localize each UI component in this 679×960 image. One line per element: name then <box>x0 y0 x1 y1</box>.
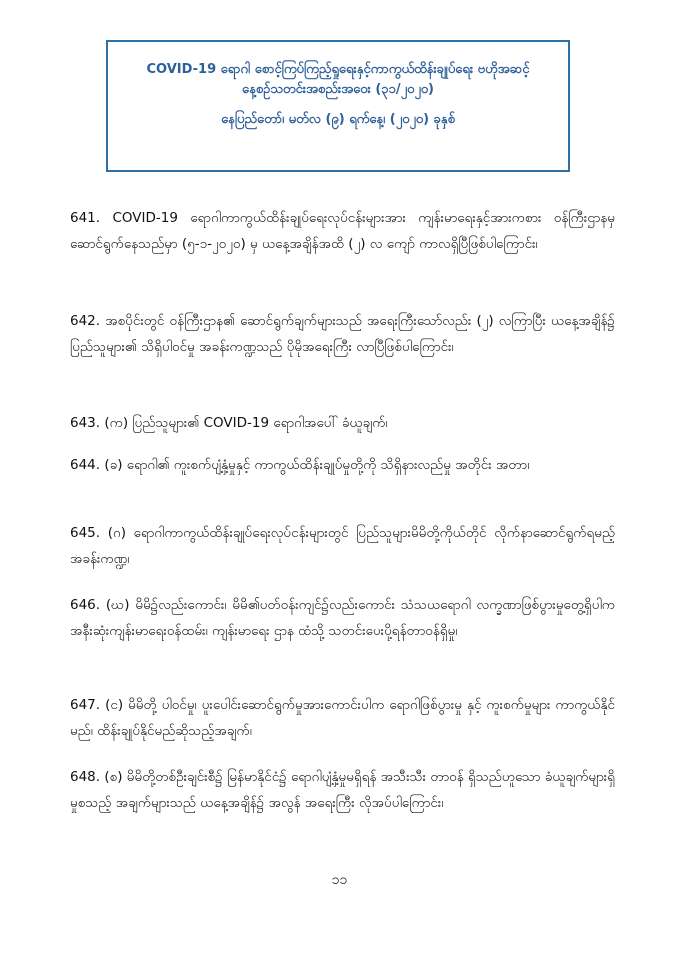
paragraph-text: (ဃ) မိမိ၌လည်းကောင်း၊ မိမိ၏ပတ်ဝန်းကျင်၌လည်းကောင်း သံသယရောဂါ လက္ခဏာဖြစ်ပွားမှုတွေ့ရှိပါက အနီးဆုံးကျန်းမာရေးဝန်ထမ်း၊ ကျန်းမာရေး ဌာန ထံသို့ သတင်းပေးပို့ရန်တာဝန်ရှိမှု၊ <box>70 597 615 639</box>
paragraph-text: (ဂ) ရောဂါကာကွယ်ထိန်းချုပ်ရေးလုပ်ငန်းများတွင် ပြည်သူများမိမိတို့ကိုယ်တိုင် လိုက်နာဆောင်ရွက်ရမည့် အခန်းကဏ္ဍ၊ <box>70 525 615 567</box>
paragraph-number: 645. <box>70 525 101 541</box>
paragraph-643 <box>70 410 615 436</box>
paragraph-number: 643. <box>70 415 101 431</box>
paragraph-644 <box>70 452 615 478</box>
paragraph-text: (င) မိမိတို့ ပါဝင်မှု၊ ပူးပေါင်းဆောင်ရွက်မှုအားကောင်းပါက ရောဂါဖြစ်ပွားမှု နှင့် ကူးစက်မှုများ ကာကွယ်နိုင်မည်၊ ထိန်းချုပ်နိုင်မည်ဆိုသည့်အချက်၊ <box>70 697 616 739</box>
paragraph-number: 647. <box>70 697 101 713</box>
page-number: ၁၁ <box>331 872 348 888</box>
paragraph-645 <box>70 520 615 572</box>
paragraph-647 <box>70 692 615 744</box>
paragraph-text: အစပိုင်းတွင် ဝန်ကြီးဌာန၏ ဆောင်ရွက်ချက်များသည် အရေးကြီးသော်လည်း (၂) လကြာပြီး ယနေ့အချိန်၌ ပြည်သူများ၏ သိရှိပါဝင်မှု အခန်းကဏ္ဍသည် ပိုမိုအရေးကြီး လာပြီဖြစ်ပါကြောင်း၊ <box>70 313 615 355</box>
paragraph-text: COVID-19 ရောဂါကာကွယ်ထိန်းချုပ်ရေးလုပ်ငန်းများအား ကျန်းမာရေးနှင့်အားကစား ဝန်ကြီးဌာနမှ ဆောင်ရွက်နေသည်မှာ (၅-၁-၂၀၂၀) မှ ယနေ့အချိန်အထိ (၂) လ ကျော် ကာလရှိပြီဖြစ်ပါကြောင်း၊ <box>70 210 615 252</box>
header-title-line1: COVID-19 ရောဂါ စောင့်ကြပ်ကြည့်ရှုရေးနှင့်ကာကွယ်ထိန်းချုပ်ရေး ဗဟိုအဆင့် <box>146 62 530 77</box>
paragraph-number: 644. <box>70 457 101 473</box>
paragraph-646 <box>70 592 615 644</box>
paragraph-number: 648. <box>70 769 101 785</box>
paragraph-641 <box>70 205 615 257</box>
paragraph-number: 642. <box>70 313 101 329</box>
paragraph-number: 641. <box>70 210 101 226</box>
paragraph-text: (ခ) ရောဂါ၏ ကူးစက်ပျံ့နှံ့မှုနှင့် ကာကွယ်ထိန်းချုပ်မှုတို့ကို သိရှိနားလည်မှု အတိုင်း အတာ၊ <box>104 457 530 473</box>
paragraph-642 <box>70 308 615 360</box>
report-header-box <box>106 40 570 172</box>
paragraph-text: (စ) မိမိတို့တစ်ဦးချင်းစီ၌ မြန်မာနိုင်ငံ၌ ရောဂါပျံ့နှံ့မှုမရှိရန် အသီးသီး တာဝန် ရှိသည်ဟူသော ခံယူချက်များရှိမှုစသည့် အချက်များသည် ယနေ့အချိန်၌ အလွန် အရေးကြီး လိုအပ်ပါကြောင်း၊ <box>70 769 615 811</box>
header-title-line2: နေ့စဉ်သတင်းအစည်းအဝေး (၃၁/၂၀၂၀) <box>242 82 434 97</box>
paragraph-text: (က) ပြည်သူများ၏ COVID-19 ရောဂါအပေါ် ခံယူချက်၊ <box>104 415 388 431</box>
paragraph-number: 646. <box>70 597 101 613</box>
paragraph-648 <box>70 764 615 816</box>
header-date-line: နေပြည်တော်၊ မတ်လ (၉) ရက်နေ့၊ (၂၀၂၀) ခုနှစ် <box>221 112 455 127</box>
